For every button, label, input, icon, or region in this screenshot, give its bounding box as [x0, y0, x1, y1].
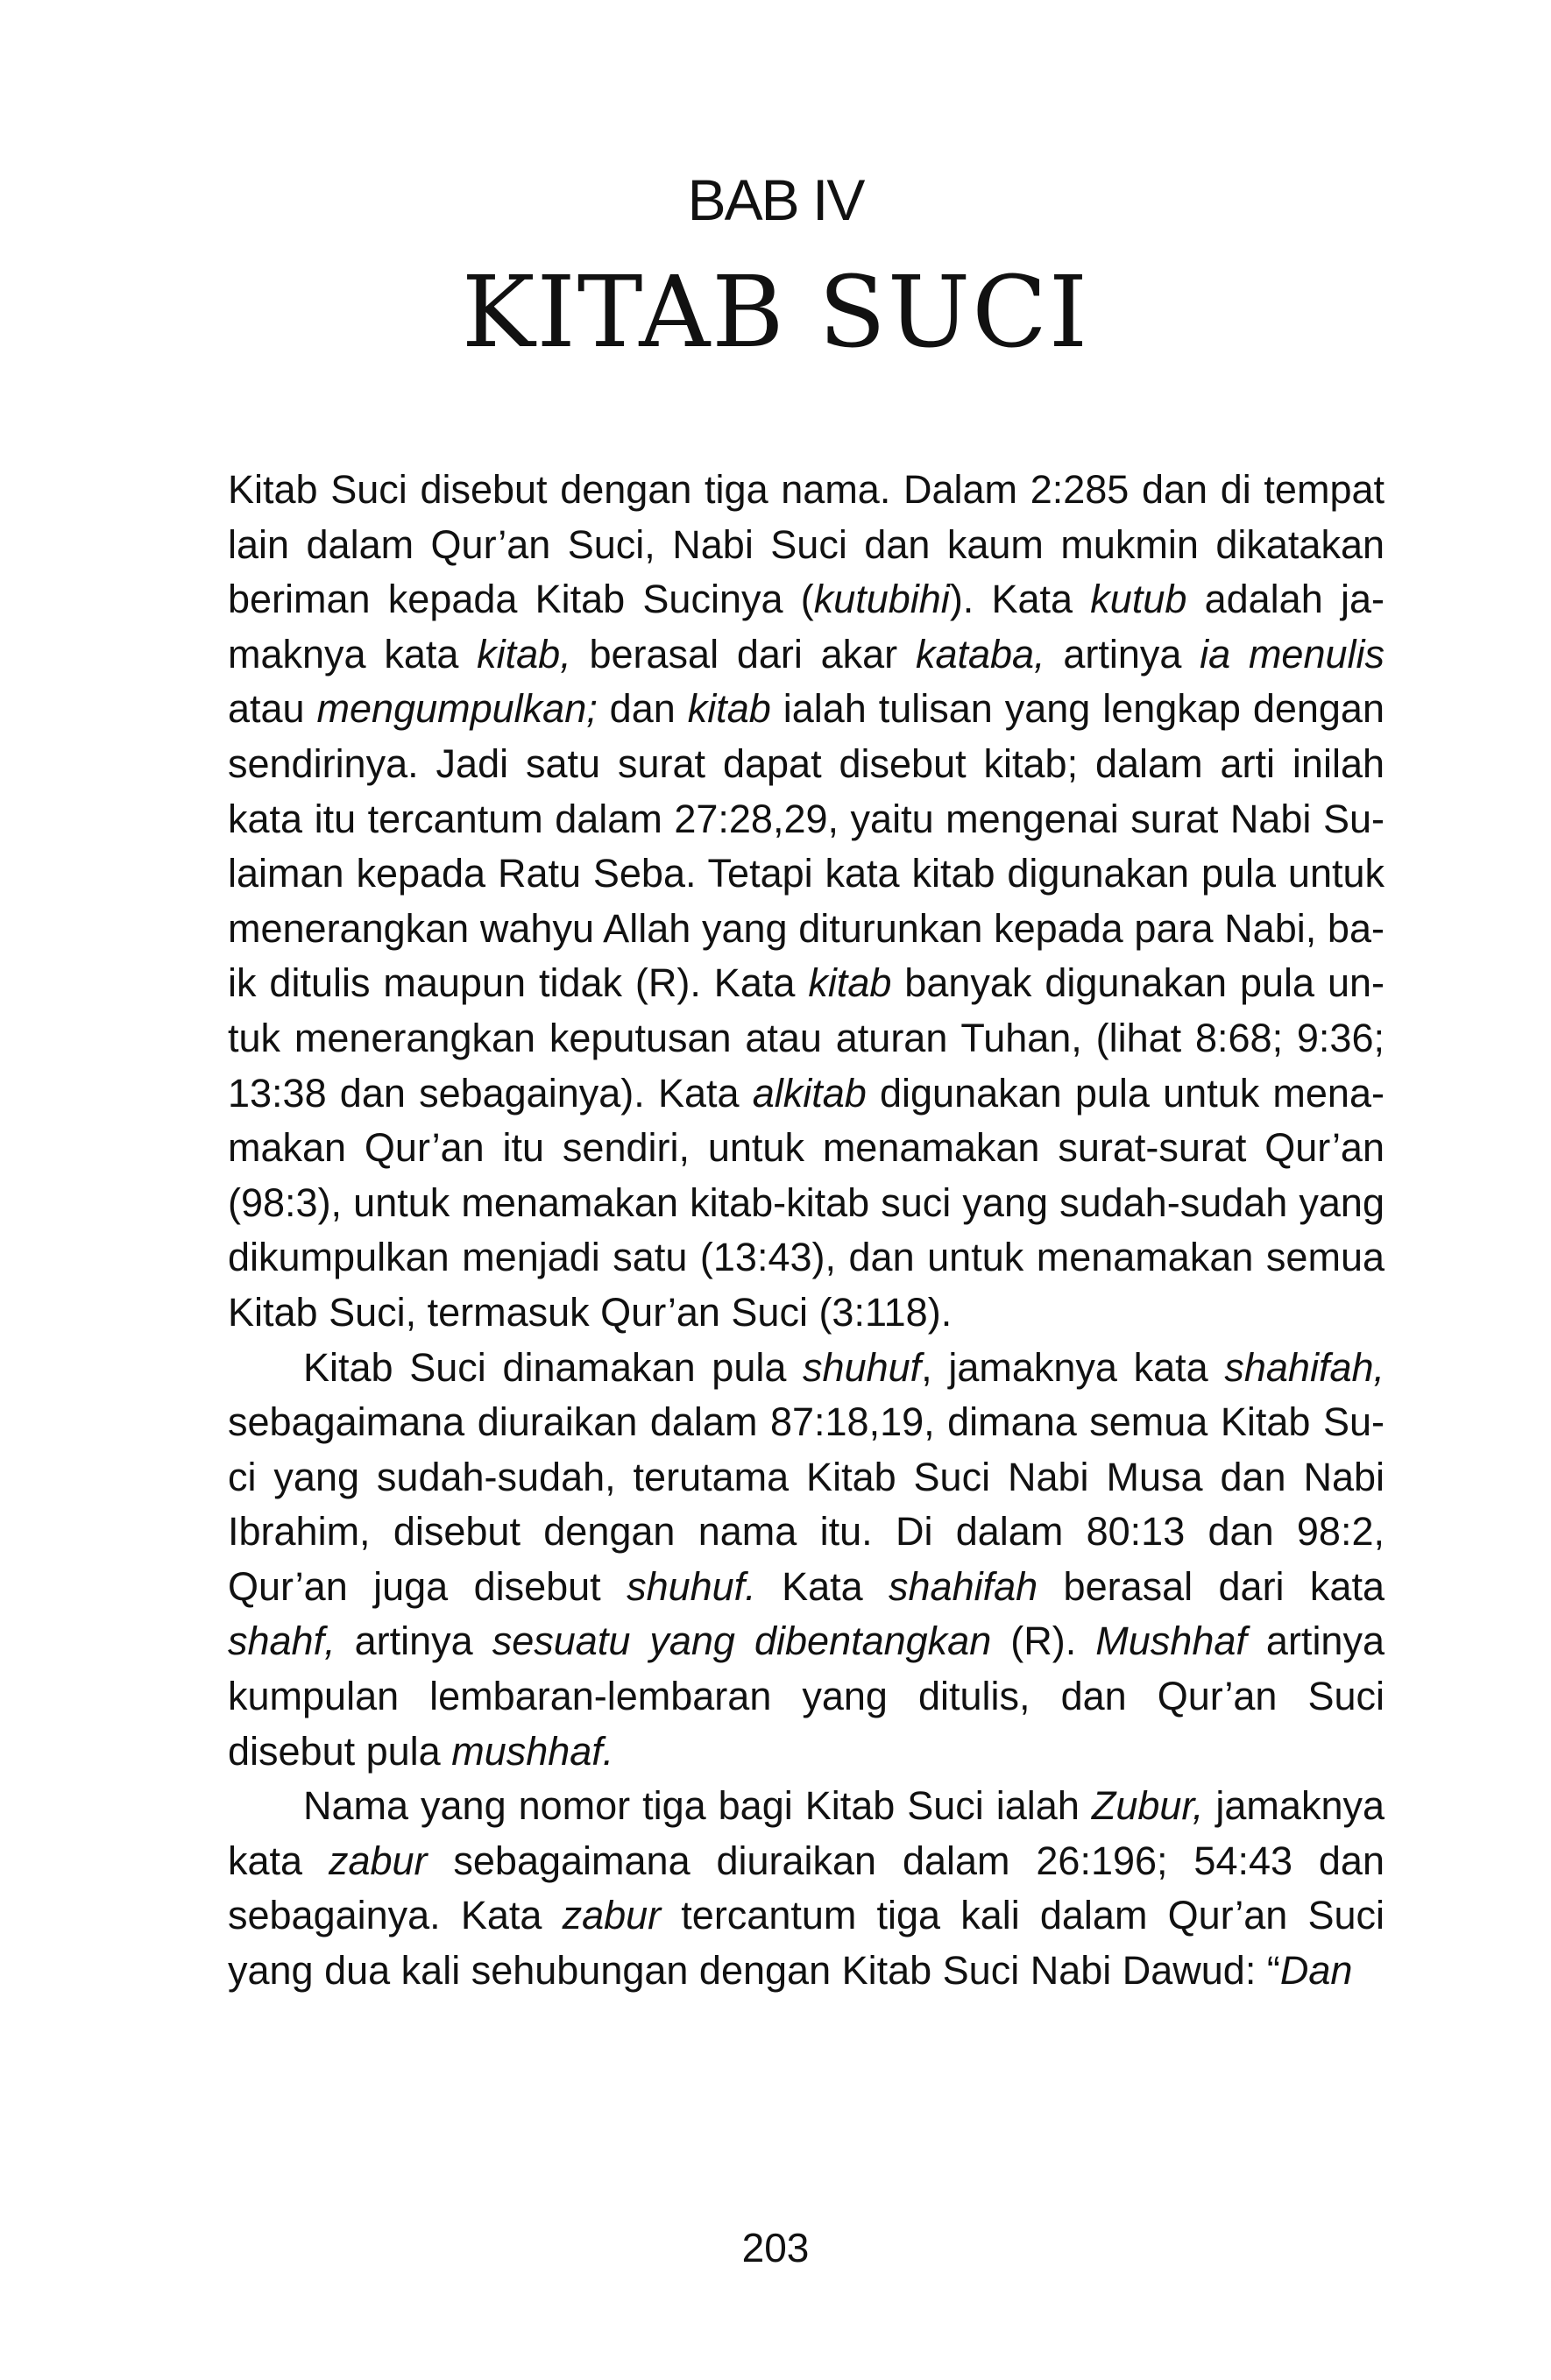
text-run: berasal dari kata — [1038, 1563, 1385, 1609]
paragraph-2 — [228, 1341, 1385, 1780]
italic-term: ia menulis — [1200, 631, 1385, 676]
text-run: artinya — [335, 1619, 492, 1664]
text-run: dan — [597, 686, 688, 732]
text-run: Nama yang nomor tiga bagi Kitab Suci ialah — [303, 1783, 1092, 1829]
text-run: digunakan pula untuk menamakan Qur’an itu sendiri, untuk menamakan surat-surat Qur’an (98:3), untuk menamakan kitab-kitab suci yang sudah-sudah yang dikumpulkan menjadi satu (13:43), dan untuk menamakan semua Kitab Suci, termasuk Qur’an Suci (3:118). — [228, 1070, 1385, 1335]
italic-term: shahifah — [889, 1563, 1038, 1609]
text-run: sebagaimana diuraikan dalam 87:18,19, dimana semua Kitab Suci yang sudah-sudah, terutama Kitab Suci Nabi Musa dan Nabi Ibrahim, disebut dengan nama itu. Di dalam 80:13 dan 98:2, Qur’an juga disebut — [228, 1399, 1385, 1609]
text-run: sebagaimana diuraikan dalam 26:196; 54:43 dan sebagainya. Kata — [228, 1838, 1385, 1938]
text-run: Kitab Suci dinamakan pula — [303, 1344, 804, 1390]
italic-term: mengumpulkan; — [316, 686, 598, 732]
italic-term: mushhaf. — [451, 1728, 614, 1774]
text-run: banyak digunakan pula untuk menerangkan keputusan atau aturan Tuhan, (lihat 8:68; 9:36; 13:38 dan sebagainya). Kata — [228, 960, 1385, 1116]
text-run: atau — [228, 686, 317, 732]
text-run: Kata — [755, 1563, 889, 1609]
text-run: artinya — [1045, 631, 1200, 676]
italic-term: zabur — [328, 1838, 428, 1883]
italic-term: Dan — [1279, 1948, 1353, 1994]
text-run: (R). — [991, 1619, 1096, 1664]
text-run: , jamaknya kata — [921, 1344, 1225, 1390]
text-run: berasal dari akar — [570, 631, 916, 676]
paragraph-1 — [228, 463, 1385, 1341]
chapter-label: BAB IV — [687, 167, 864, 232]
italic-term: Mushhaf — [1095, 1619, 1247, 1664]
body-text — [228, 463, 1385, 1999]
text-run: Kitab Suci disebut dengan tiga nama. Dalam 2:285 dan di tempat lain dalam Qur’an Suci, Nabi Suci dan kaum mukmin dikatakan beriman kepada Kitab Sucinya ( — [228, 467, 1385, 622]
text-run: ialah tulisan yang lengkap dengan sendirinya. Jadi satu surat dapat disebut kitab; dalam arti inilah kata itu tercantum dalam 27:28,29, yaitu mengenai surat Nabi Sulaiman kepada Ratu Seba. Tetapi kata kitab digunakan pula untuk menerangkan wahyu Allah yang diturunkan kepada para Nabi, baik ditulis maupun tidak (R). Kata — [228, 686, 1385, 1006]
text-run: jamaknya kata — [228, 1783, 1385, 1883]
italic-term: kitab — [808, 960, 892, 1006]
italic-term: shuhuf — [803, 1344, 922, 1390]
chapter-title: KITAB SUCI — [461, 256, 1090, 370]
italic-term: kitab, — [477, 631, 571, 676]
italic-term: alkitab — [752, 1070, 867, 1116]
italic-term: Zubur, — [1091, 1783, 1204, 1829]
italic-term: sesuatu yang dibentangkan — [492, 1619, 992, 1664]
text-run: ). Kata — [949, 577, 1091, 622]
italic-term: shahf, — [228, 1619, 336, 1664]
text-run: tercantum tiga kali dalam Qur’an Suci yang dua kali sehubungan dengan Kitab Suci Nabi Dawud: “ — [228, 1893, 1385, 1994]
italic-term: kataba, — [915, 631, 1045, 676]
italic-term: shuhuf. — [627, 1563, 756, 1609]
text-run: adalah jamaknya kata — [228, 577, 1385, 676]
italic-term: zabur — [562, 1893, 662, 1938]
italic-term: shahifah, — [1224, 1344, 1385, 1390]
italic-term: kutubihi — [813, 577, 950, 622]
italic-term: kitab — [687, 686, 771, 732]
italic-term: kutub — [1090, 577, 1187, 622]
page-number: 203 — [741, 2225, 810, 2270]
paragraph-3 — [228, 1779, 1385, 1998]
text-run: artinya kumpulan lembaran-lembaran yang ditulis, dan Qur’an Suci disebut pula — [228, 1619, 1385, 1774]
